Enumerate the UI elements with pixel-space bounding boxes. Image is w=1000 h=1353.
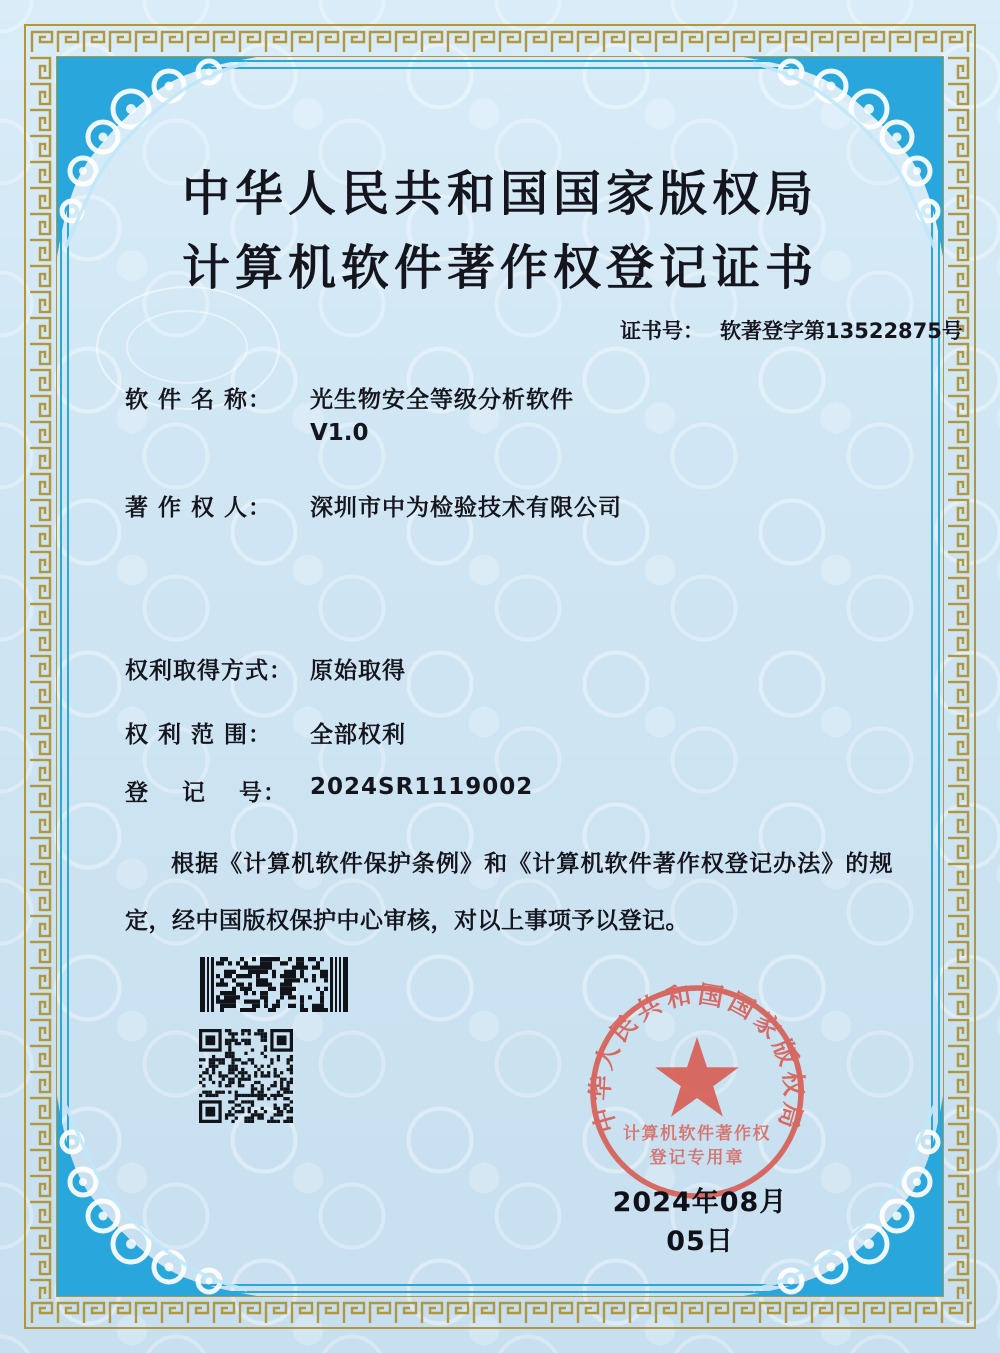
field-copyright-owner	[125, 489, 622, 522]
seal-ring-text: 中华人民共和国国家版权局	[585, 979, 809, 1136]
registration-number-value: 2024SR1119002	[310, 774, 534, 800]
qr-code	[199, 1029, 293, 1123]
field-acquisition-method	[125, 652, 406, 685]
software-name-label: 软 件 名 称：	[125, 387, 273, 413]
certificate-number-value: 软著登字第13522875号	[720, 319, 963, 343]
page-title-certificate: 计算机软件著作权登记证书	[181, 240, 818, 296]
official-seal	[582, 977, 812, 1207]
page-title-authority: 中华人民共和国国家版权局	[181, 166, 818, 222]
rights-scope-value: 全部权利	[310, 722, 406, 748]
rights-scope-label: 权 利 范 围：	[125, 722, 273, 748]
seal-subtitle-line2: 登记专用章	[649, 1148, 745, 1168]
copyright-owner-value: 深圳市中为检验技术有限公司	[310, 495, 622, 521]
registration-number-label: 登 记 号：	[125, 780, 288, 806]
acquisition-method-label: 权利取得方式：	[125, 658, 293, 684]
issue-date: 2024年08月05日	[612, 1187, 788, 1257]
software-version: V1.0	[310, 420, 369, 446]
copyright-owner-label: 著 作 权 人：	[125, 495, 273, 521]
corner-flourish-icon	[57, 1096, 257, 1296]
seal-subtitle-line1: 计算机软件著作权	[623, 1124, 771, 1144]
registration-statement: 根据《计算机软件保护条例》和《计算机软件著作权登记办法》的规定，经中国版权保护中心审核，对以上事项予以登记。	[125, 851, 893, 934]
meander-border-bottom	[28, 1299, 972, 1325]
meander-border-top	[28, 28, 972, 54]
software-name-value: 光生物安全等级分析软件	[310, 387, 574, 413]
certificate-number-label: 证书号：	[620, 319, 704, 343]
seal-star-icon	[655, 1037, 739, 1117]
field-rights-scope	[125, 716, 406, 749]
certificate-number-row	[620, 315, 963, 345]
field-software-name	[125, 381, 574, 414]
barcode-2d	[200, 957, 348, 1012]
acquisition-method-value: 原始取得	[310, 658, 406, 684]
field-registration-number	[125, 774, 534, 807]
